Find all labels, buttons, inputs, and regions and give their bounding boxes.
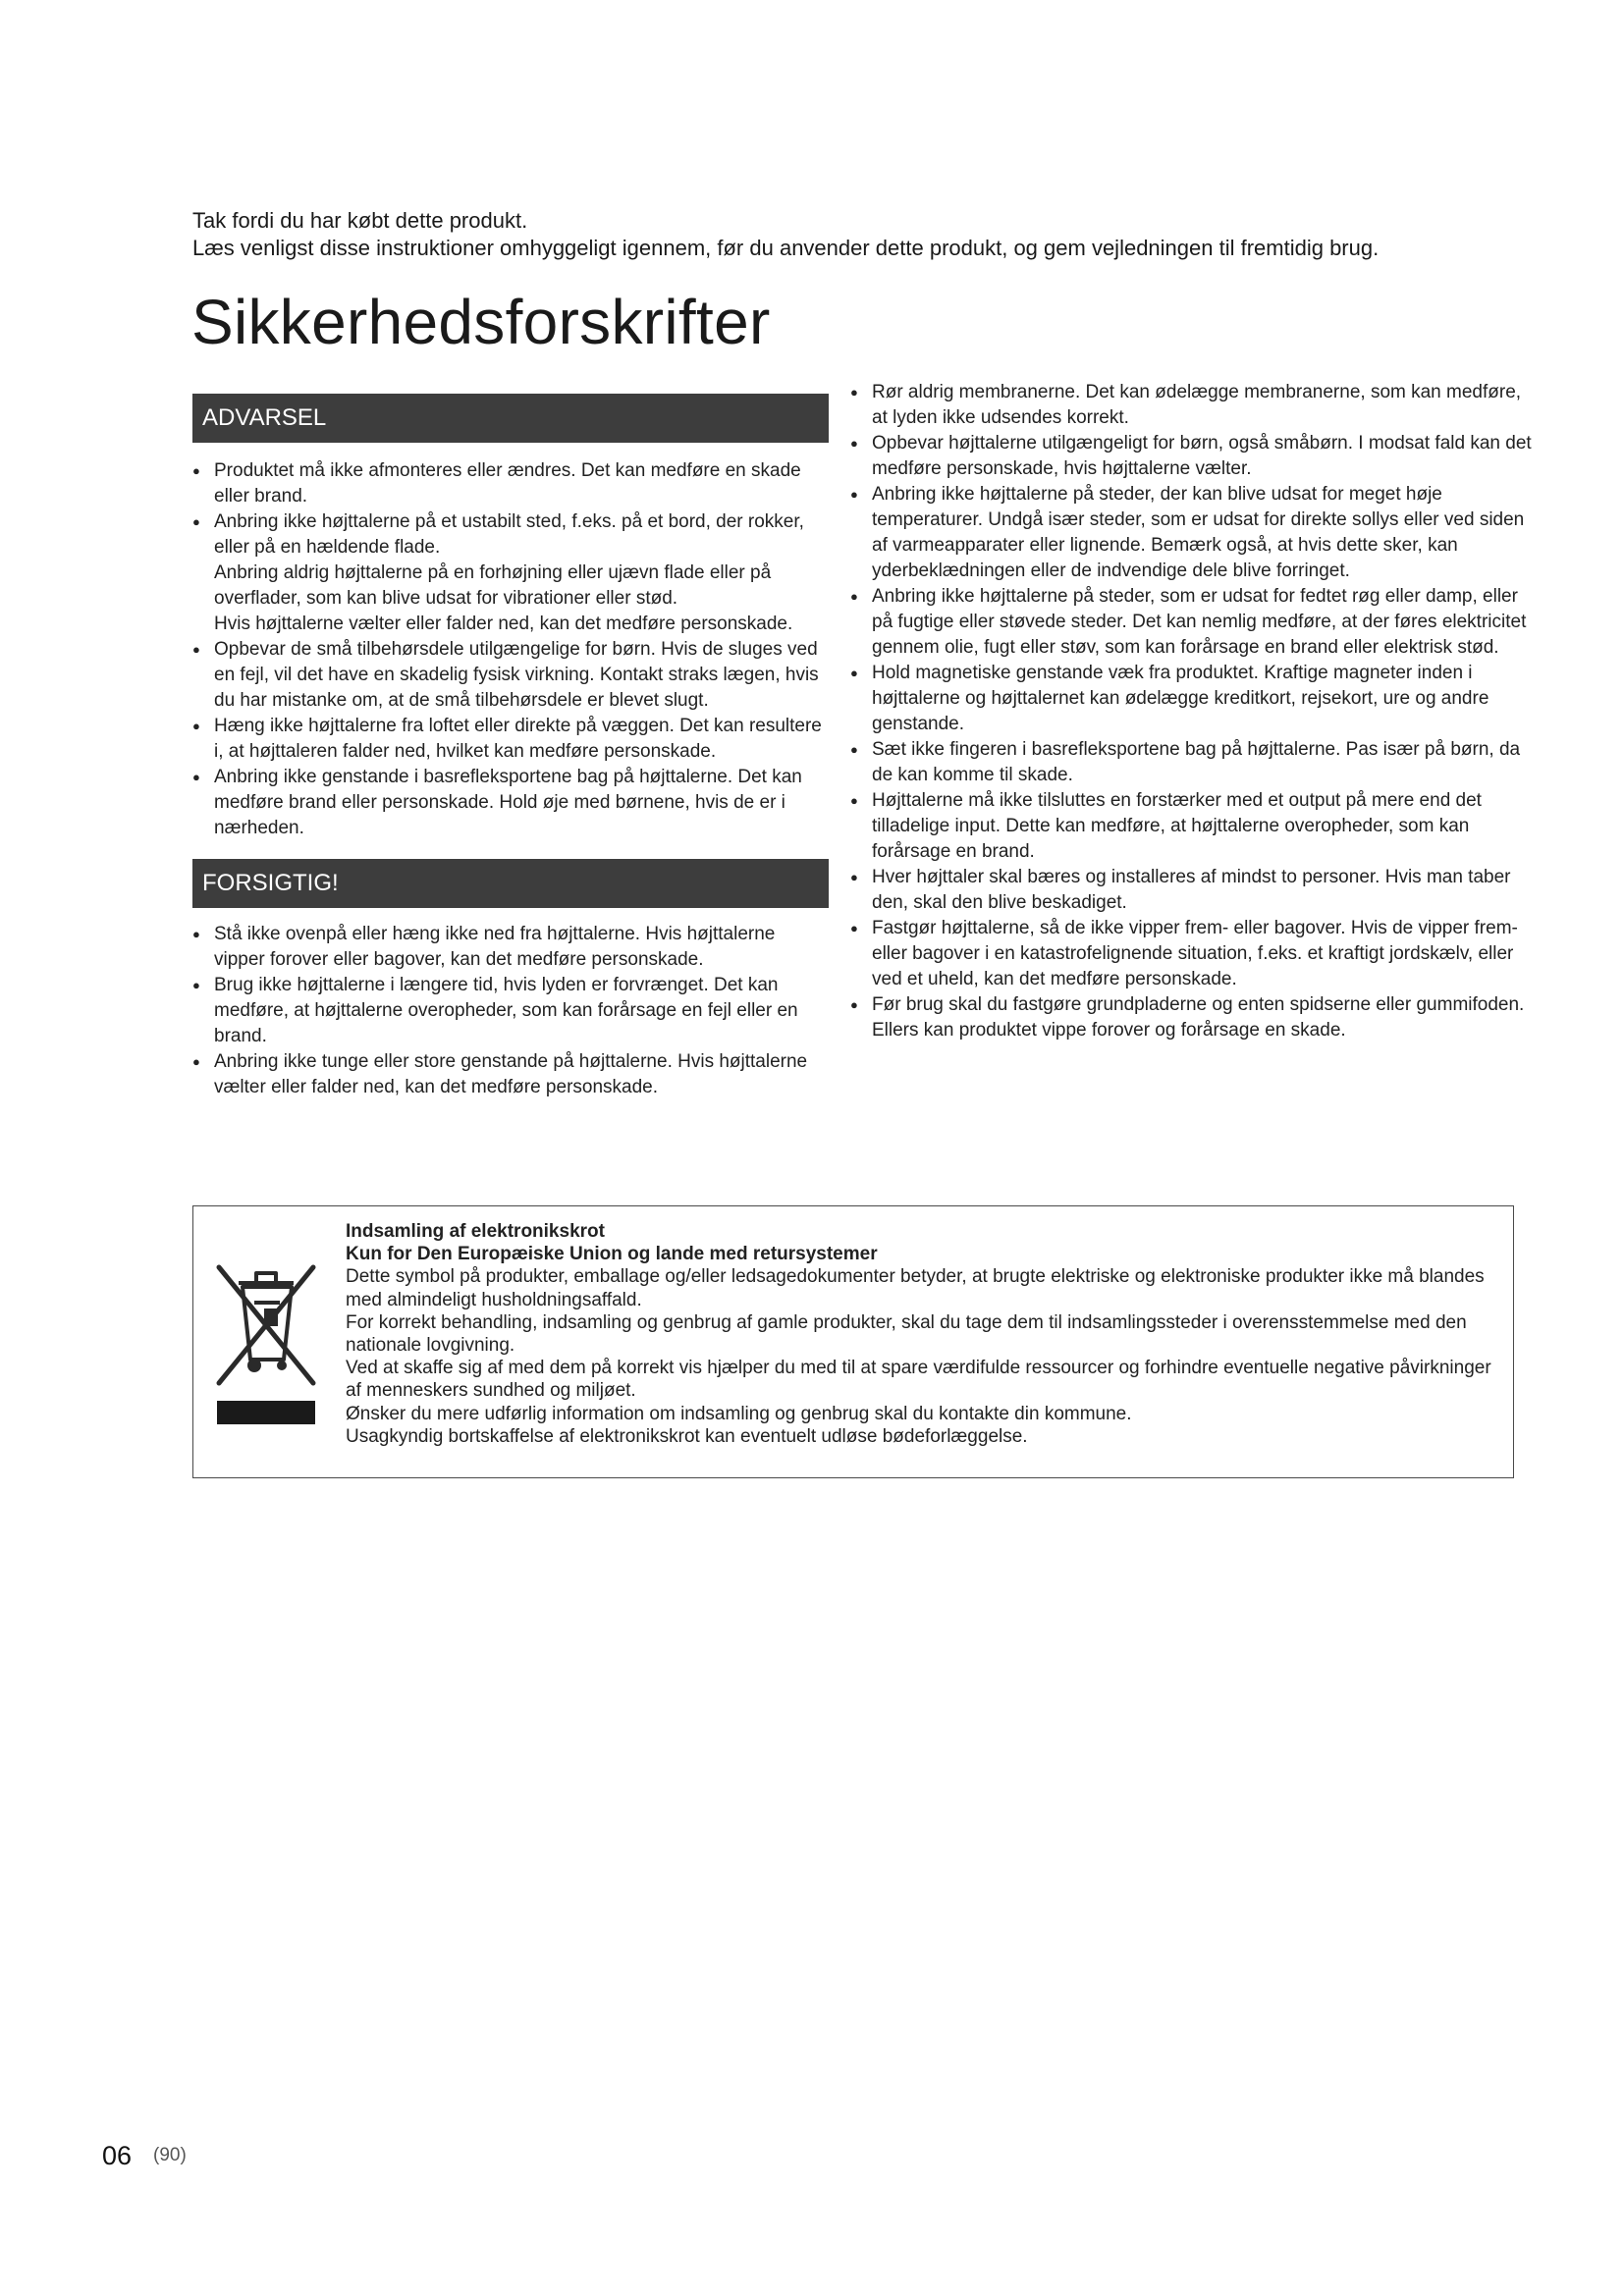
list-item-text: Opbevar de små tilbehørsdele utilgængelige for børn. Hvis de sluges ved en fejl, vil det have en skadelig fysisk virkning. Kontakt straks lægen, hvis du har mistanke om, at de små tilbehørsdele er blevet slugt.	[214, 639, 819, 711]
weee-text	[346, 1220, 1504, 1448]
page-title: Sikkerhedsforskrifter	[191, 287, 771, 357]
weee-paragraph: Ønsker du mere udførlig information om indsamling og genbrug skal du kontakte din kommune.	[346, 1403, 1132, 1424]
intro	[192, 207, 1547, 262]
list-item-text: Anbring ikke højttalerne på steder, som er udsat for fedtet røg eller damp, eller på fugtige eller støvede steder. Det kan nemlig medføre, at der føres elektricitet gennem olie, fugt eller støv, som kan forårsage en brand eller elektrisk stød.	[872, 586, 1527, 658]
right-column	[850, 380, 1538, 1043]
weee-paragraph: For korrekt behandling, indsamling og genbrug af gamle produkter, skal du tage dem til indsamlingssteder i overensstemmelse med den nationale lovgivning.	[346, 1311, 1467, 1357]
list-item	[850, 865, 1538, 916]
list-item	[192, 765, 829, 841]
list-item-text: Fastgør højttalerne, så de ikke vipper frem- eller bagover. Hvis de vipper frem- eller bagover i en katastrofelignende situation, f.eks. et kraftigt jordskælv, eller ved et uheld, kan det medføre personskade.	[872, 918, 1518, 989]
weee-paragraph: Dette symbol på produkter, emballage og/eller ledsagedokumenter betyder, at brugte elektriske og elektroniske produkter ikke må blandes med almindeligt husholdningsaffald.	[346, 1266, 1485, 1310]
weee-notice-box	[192, 1205, 1514, 1478]
list-item-text: Rør aldrig membranerne. Det kan ødelægge membranerne, som kan medføre, at lyden ikke udsendes korrekt.	[872, 382, 1522, 428]
list-item-text: Før brug skal du fastgøre grundpladerne og enten spidserne eller gummifoden. Ellers kan produktet vippe forover og forårsage en skade.	[872, 994, 1525, 1041]
crossed-out-wheeled-bin-icon	[207, 1254, 325, 1428]
list-item	[192, 922, 829, 973]
list-item-text: Hæng ikke højttalerne fra loftet eller direkte på væggen. Det kan resultere i, at højttaleren falder ned, hvilket kan medføre personskade.	[214, 716, 822, 762]
right-list	[850, 380, 1538, 1043]
list-item-text: Stå ikke ovenpå eller hæng ikke ned fra højttalerne. Hvis højttalerne vipper forover eller bagover, kan det medføre personskade.	[214, 924, 776, 970]
list-item	[192, 458, 829, 509]
list-item	[850, 661, 1538, 737]
weee-paragraph: Usagkyndig bortskaffelse af elektronikskrot kan eventuelt udløse bødeforlæggelse.	[346, 1425, 1028, 1447]
left-column	[192, 394, 829, 1100]
intro-thanks: Tak fordi du har købt dette produkt.	[192, 208, 528, 233]
weee-title: Indsamling af elektronikskrot	[346, 1221, 605, 1242]
list-item	[192, 509, 829, 637]
list-item-text: Anbring ikke genstande i basrefleksportene bag på højttalerne. Det kan medføre brand eller personskade. Hold øje med børnene, hvis de er i nærheden.	[214, 767, 802, 838]
list-item-text: Opbevar højttalerne utilgængeligt for børn, også småbørn. I modsat fald kan det medføre personskade, hvis højttalerne vælter.	[872, 433, 1532, 479]
list-item	[850, 788, 1538, 865]
intro-instructions: Læs venligst disse instruktioner omhyggeligt igennem, før du anvender dette produkt, og gem vejledningen til fremtidig brug.	[192, 236, 1380, 260]
forsigtig-list	[192, 922, 829, 1100]
page-sub-number: (90)	[153, 2145, 187, 2165]
advarsel-list	[192, 458, 829, 841]
list-item	[850, 992, 1538, 1043]
list-item	[850, 737, 1538, 788]
list-item-text: Anbring ikke højttalerne på steder, der kan blive udsat for meget høje temperaturer. Undgå især steder, som er udsat for direkte sollys eller ved siden af varmeapparater eller lignende. Bemærk også, at hvis dette sker, kan yderbeklædningen eller de indvendige dele blive forringet.	[872, 484, 1525, 581]
list-item-text: Hver højttaler skal bæres og installeres af mindst to personer. Hvis man taber den, skal den blive beskadiget.	[872, 867, 1511, 913]
list-item	[850, 584, 1538, 661]
list-item	[192, 973, 829, 1049]
list-item-text: Produktet må ikke afmonteres eller ændres. Det kan medføre en skade eller brand.	[214, 460, 801, 507]
forsigtig-heading: FORSIGTIG!	[192, 859, 829, 908]
list-item-text: Brug ikke højttalerne i længere tid, hvis lyden er forvrænget. Det kan medføre, at højttalerne overopheder, som kan forårsage en fejl eller en brand.	[214, 975, 798, 1046]
list-item-text: Sæt ikke fingeren i basrefleksportene bag på højttalerne. Pas især på børn, da de kan komme til skade.	[872, 739, 1521, 785]
list-item-text: Højttalerne må ikke tilsluttes en forstærker med et output på mere end det tilladelige input. Dette kan medføre, at højttalerne overopheder, som kan forårsage en brand.	[872, 790, 1482, 862]
list-item-text: Anbring ikke tunge eller store genstande på højttalerne. Hvis højttalerne vælter eller falder ned, kan det medføre personskade.	[214, 1051, 808, 1097]
list-item	[192, 637, 829, 714]
list-item	[850, 380, 1538, 431]
list-item-text: Anbring ikke højttalerne på et ustabilt sted, f.eks. på et bord, der rokker, eller på en hældende flade. Anbring aldrig højttalerne på en forhøjning eller ujævn flade eller på overflader, som kan blive udsat for vibrationer eller stød. Hvis højttalerne vælter eller falder ned, kan det medføre personskade.	[214, 511, 804, 634]
list-item	[192, 714, 829, 765]
weee-subtitle: Kun for Den Europæiske Union og lande med retursystemer	[346, 1244, 878, 1265]
weee-paragraph: Ved at skaffe sig af med dem på korrekt vis hjælper du med til at spare værdifulde ressourcer og forhindre eventuelle negative påvirkninger af menneskers sundhed og miljøet.	[346, 1358, 1491, 1402]
list-item-text: Hold magnetiske genstande væk fra produktet. Kraftige magneter inden i højttalerne og højttalernet kan ødelægge kreditkort, rejsekort, ure og andre genstande.	[872, 663, 1489, 734]
list-item	[850, 431, 1538, 482]
advarsel-heading: ADVARSEL	[192, 394, 829, 443]
list-item	[192, 1049, 829, 1100]
page-number: 06	[102, 2141, 133, 2170]
list-item	[850, 916, 1538, 992]
list-item	[850, 482, 1538, 584]
